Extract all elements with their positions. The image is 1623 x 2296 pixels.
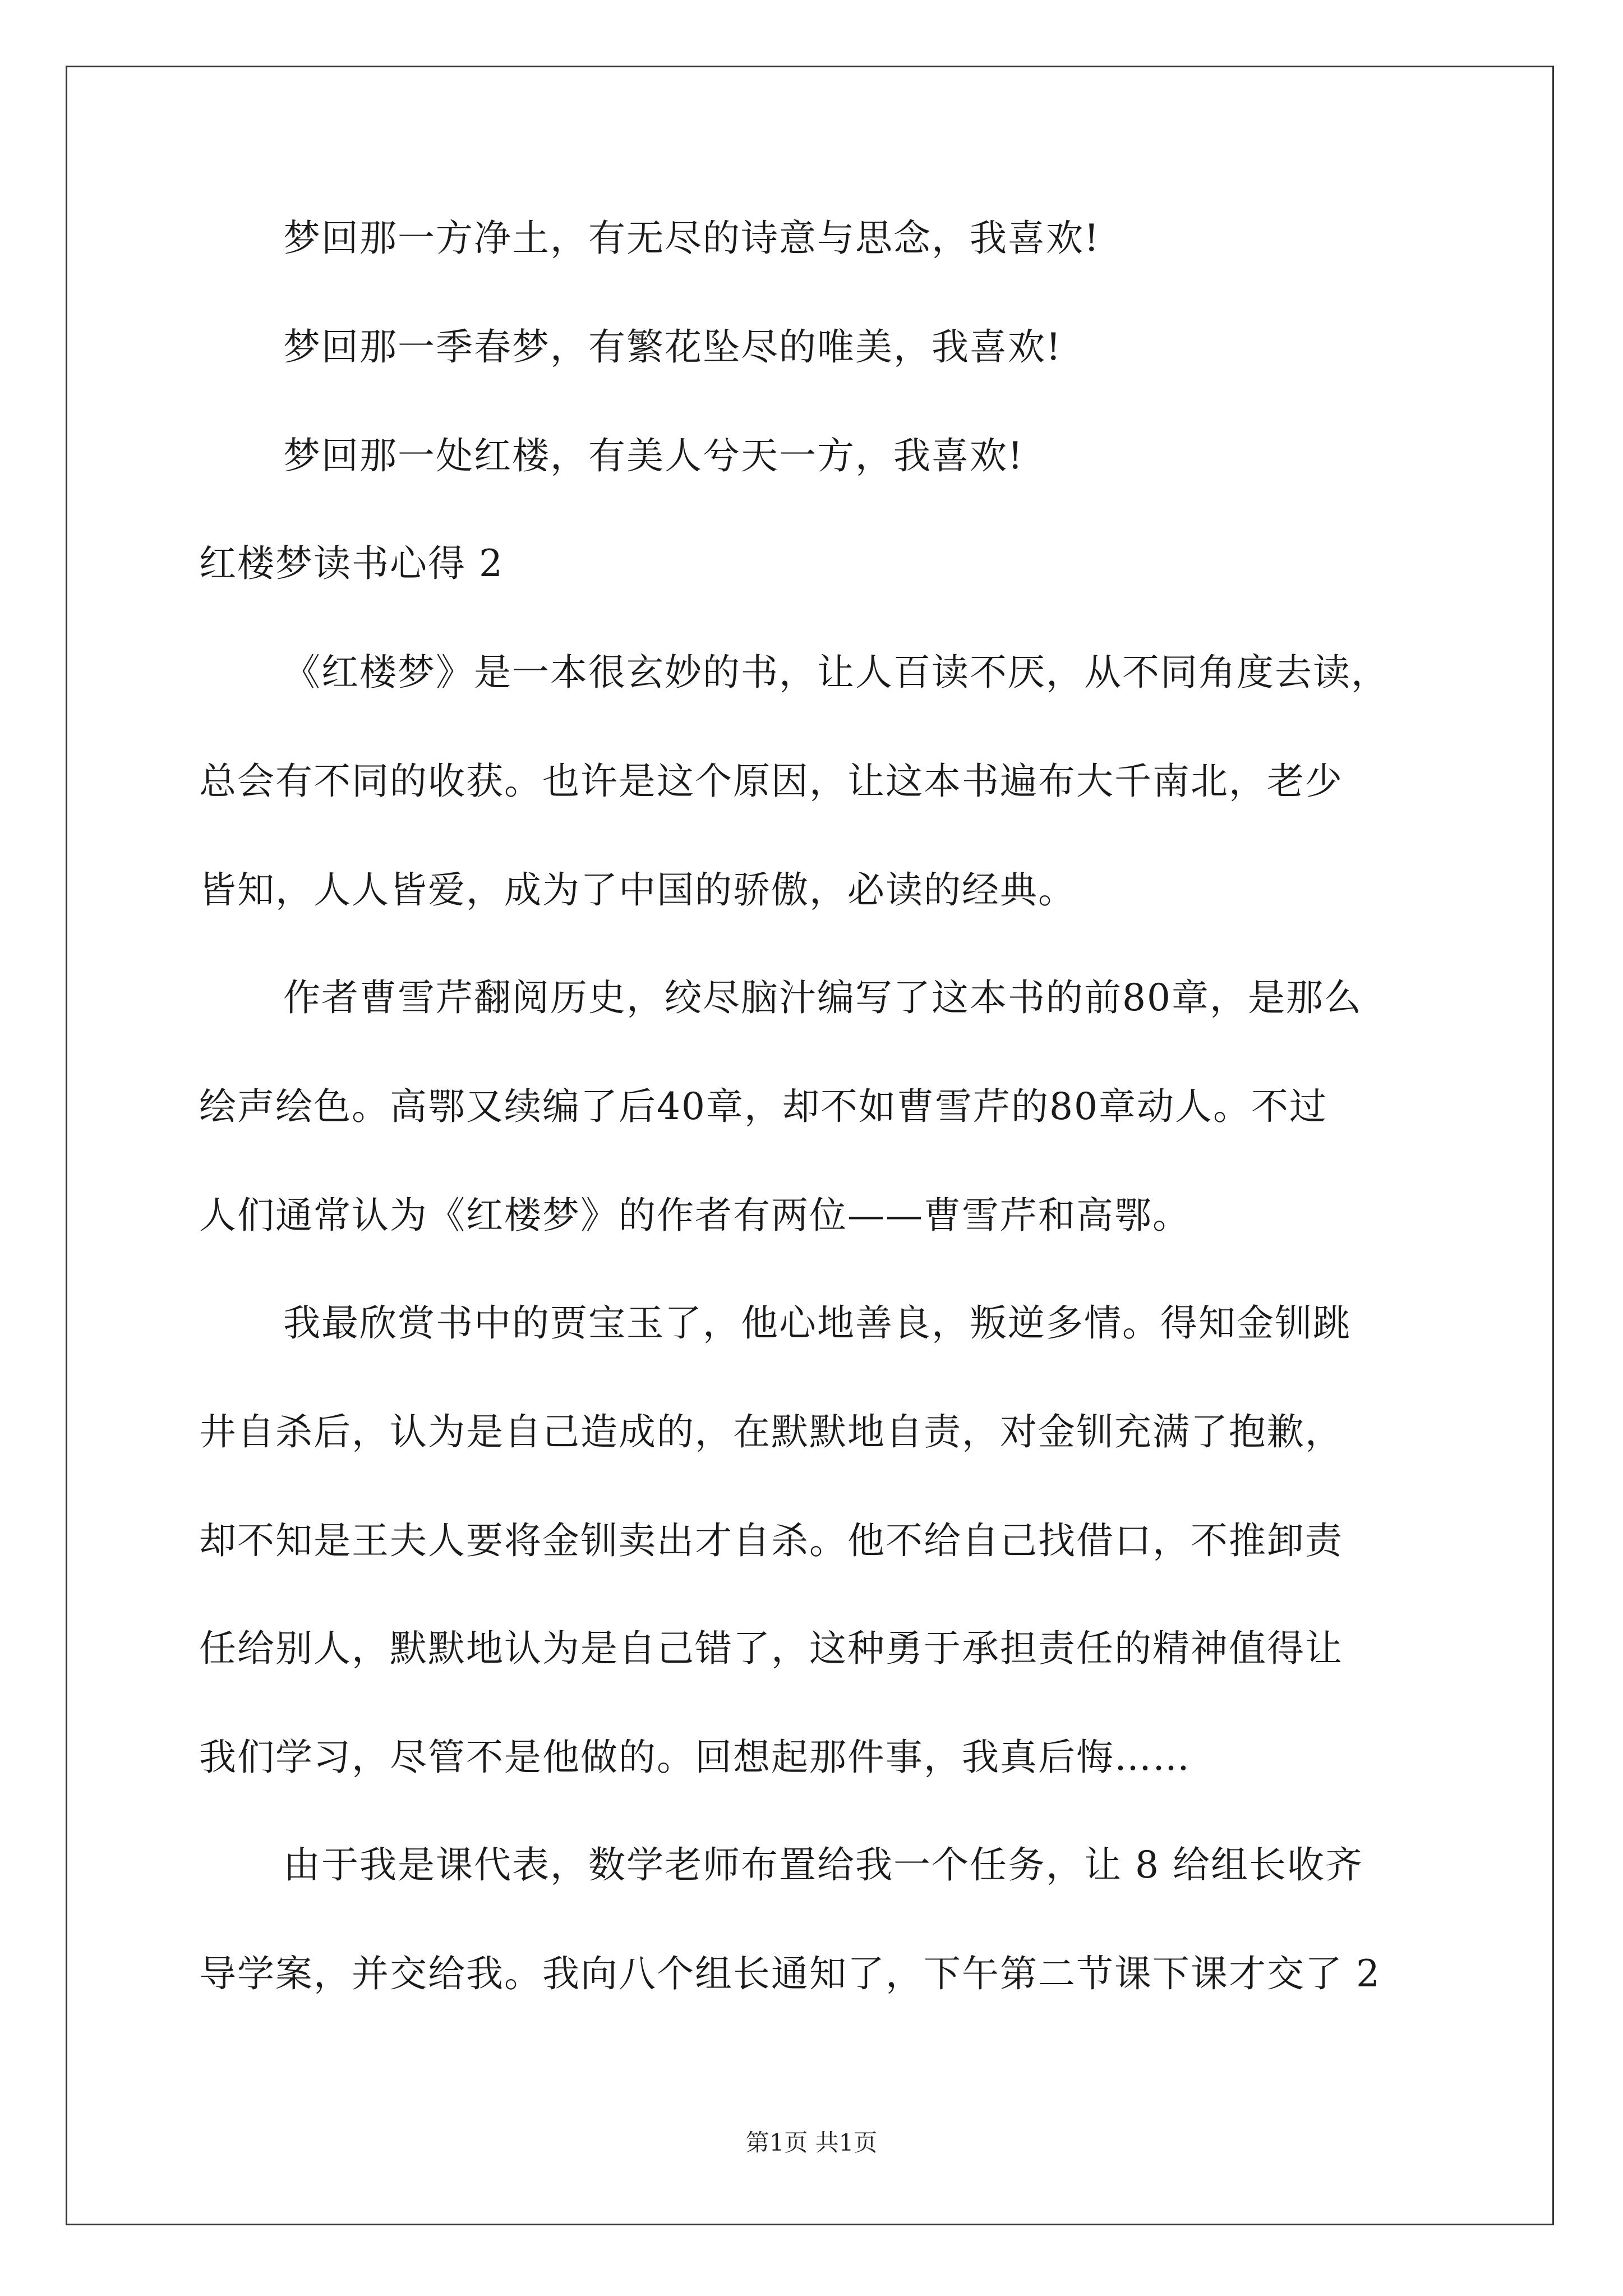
paragraph-line: 我最欣赏书中的贾宝玉了，他心地善良，叛逆多情。得知金钏跳 bbox=[283, 1301, 1351, 1345]
paragraph-line: 作者曹雪芹翻阅历史，绞尽脑汁编写了这本书的前80章，是那么 bbox=[283, 976, 1362, 1019]
paragraph-line: 任给别人，默默地认为是自己错了，这种勇于承担责任的精神值得让 bbox=[199, 1627, 1343, 1670]
paragraph-line: 我们学习，尽管不是他做的。回想起那件事，我真后悔…… bbox=[199, 1736, 1191, 1779]
poem-line: 梦回那一处红楼，有美人兮天一方，我喜欢! bbox=[283, 434, 1024, 477]
paragraph-line: 却不知是王夫人要将金钏卖出才自杀。他不给自己找借口，不推卸责 bbox=[199, 1519, 1343, 1562]
paragraph-line: 导学案，并交给我。我向八个组长通知了，下午第二节课下课才交了 2 bbox=[199, 1952, 1381, 1995]
paragraph-line: 皆知，人人皆爱，成为了中国的骄傲，必读的经典。 bbox=[199, 868, 1076, 912]
poem-line: 梦回那一季春梦，有繁花坠尽的唯美，我喜欢! bbox=[283, 325, 1062, 369]
page-border bbox=[66, 66, 1554, 2225]
paragraph-line: 总会有不同的收获。也许是这个原因，让这本书遍布大千南北，老少 bbox=[199, 760, 1343, 803]
poem-line: 梦回那一方净土，有无尽的诗意与思念，我喜欢! bbox=[283, 217, 1100, 260]
paragraph-line: 《红楼梦》是一本很玄妙的书，让人百读不厌，从不同角度去读， bbox=[283, 651, 1389, 694]
section-title: 红楼梦读书心得 2 bbox=[199, 542, 504, 585]
paragraph-line: 人们通常认为《红楼梦》的作者有两位——曹雪芹和高鄂。 bbox=[199, 1194, 1191, 1237]
paragraph-line: 井自杀后，认为是自己造成的，在默默地自责，对金钏充满了抱歉， bbox=[199, 1410, 1343, 1453]
paragraph-line: 绘声绘色。高鄂又续编了后40章，却不如曹雪芹的80章动人。不过 bbox=[199, 1085, 1327, 1128]
page-number: 第1页 共1页 bbox=[745, 2129, 878, 2156]
paragraph-line: 由于我是课代表，数学老师布置给我一个任务，让 8 给组长收齐 bbox=[283, 1843, 1363, 1887]
